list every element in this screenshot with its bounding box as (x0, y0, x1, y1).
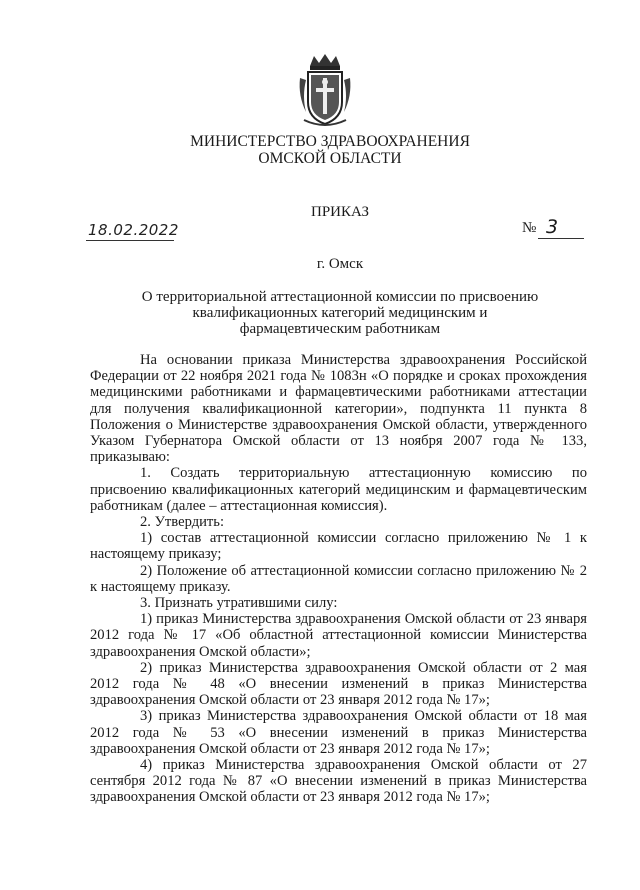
order-title: ПРИКАЗ (311, 204, 369, 220)
ministry-name-line1: МИНИСТЕРСТВО ЗДРАВООХРАНЕНИЯ (190, 133, 470, 150)
order-body (90, 352, 587, 806)
paragraph-3-2: 2) приказ Министерства здравоохранения Омской области от 2 мая 2012 года № 48 «О внесении изменений в приказ Министерства здравоохранения Омской области от 23 января 2012 года № 17»; (90, 659, 587, 709)
coat-of-arms-emblem (296, 52, 354, 128)
order-subject (120, 289, 560, 337)
number-underline (538, 238, 584, 239)
subject-line2: квалификационных категорий медицинским и (192, 305, 488, 321)
paragraph-3: 3. Признать утратившими силу: (140, 595, 338, 612)
paragraph-3-4: 4) приказ Министерства здравоохранения Омской области от 27 сентября 2012 года № 87 «О внесении изменений в приказ Министерства здравоохранения Омской области от 23 января 2012 года № 17»; (90, 757, 587, 806)
paragraph-2-1: 1) состав аттестационной комиссии согласно приложению № 1 к настоящему приказу; (90, 530, 587, 563)
paragraph-2: 2. Утвердить: (140, 514, 225, 531)
date-underline (86, 240, 174, 241)
ministry-name-line2: ОМСКОЙ ОБЛАСТИ (258, 150, 402, 167)
paragraph-2-2: 2) Положение об аттестационной комиссии согласно приложению № 2 к настоящему приказу. (90, 562, 587, 595)
paragraph-3-1: 1) приказ Министерства здравоохранения Омской области от 23 января 2012 года № 17 «Об областной аттестационной комиссии Министерства здравоохранения Омской области»; (90, 611, 587, 660)
subject-line1: О территориальной аттестационной комиссии по присвоению (141, 289, 539, 305)
city: г. Омск (316, 256, 364, 272)
order-number-handwritten: 3 (546, 216, 559, 238)
ministry-name (150, 133, 510, 167)
paragraph-1: 1. Создать территориальную аттестационную комиссию по присвоению квалификационных категорий медицинским и фармацевтическим работникам (далее – аттестационная комиссия). (90, 465, 587, 514)
intro-paragraph: На основании приказа Министерства здравоохранения Российской Федерации от 22 ноября 2021 года № 1083н «О порядке и сроках прохождения медицинскими работниками и фармацевтическими работниками аттестации для получения квалификационной категории», подпункта 11 пункта 8 Положения о Министерстве здравоохранения Омской области, утвержденного Указом Губернатора Омской области от 13 ноября 2007 года № 133, приказываю: (90, 352, 587, 466)
order-number (522, 216, 559, 238)
order-date-handwritten: 18.02.2022 (88, 221, 179, 239)
paragraph-3-3: 3) приказ Министерства здравоохранения Омской области от 18 мая 2012 года № 53 «О внесении изменений в приказ Министерства здравоохранения Омской области от 23 января 2012 года № 17»; (90, 708, 587, 757)
subject-line3: фармацевтическим работникам (239, 321, 441, 337)
number-sign: № (522, 220, 537, 236)
